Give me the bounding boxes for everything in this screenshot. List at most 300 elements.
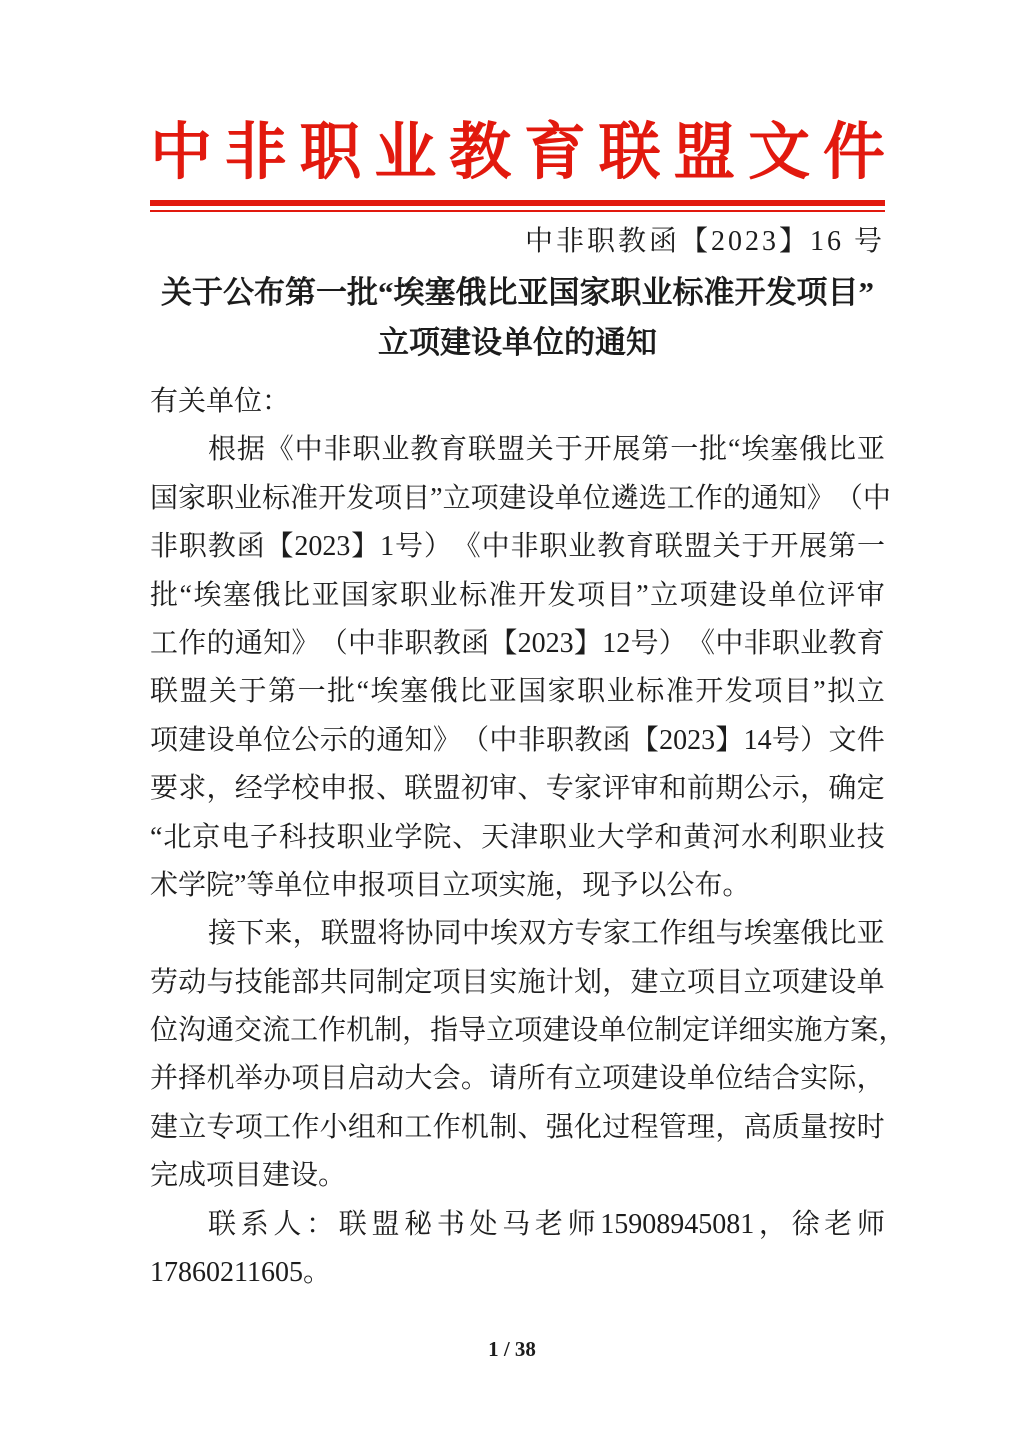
- body-text-token: 请: [489, 1063, 518, 1095]
- body-text-token: 发: [346, 482, 375, 514]
- body-text-token: 同: [433, 918, 462, 950]
- body-text-token: ，: [292, 918, 321, 950]
- body-text-token: 职: [545, 724, 574, 756]
- body-text-token: 位: [263, 724, 292, 756]
- body-line: [150, 426, 885, 474]
- body-text-token: 职: [336, 821, 365, 853]
- body-text-token: 盟: [432, 773, 461, 805]
- body-text-token: 埃: [490, 918, 519, 950]
- body-text-token: ，: [856, 1063, 885, 1095]
- body-text-token: 拟: [827, 676, 856, 708]
- body-text-token: 塞: [400, 676, 429, 708]
- body-text-token: 工: [631, 918, 660, 950]
- body-text-token: 位: [797, 579, 826, 611]
- body-text-token: 第: [641, 434, 670, 466]
- body-text-token: 前: [687, 773, 716, 805]
- body-text-token: 埃: [193, 579, 222, 611]
- body-text-token: 启: [347, 1063, 376, 1095]
- red-separator-thin-line: [150, 210, 885, 212]
- body-text-token: 开: [695, 676, 724, 708]
- body-text-token: 关: [525, 434, 554, 466]
- body-text-token: 施: [794, 1015, 823, 1047]
- body-text-token: 项: [679, 579, 708, 611]
- letterhead-char: 件: [822, 118, 885, 187]
- body-text-token: 选: [638, 482, 667, 514]
- body-text-token: 工: [150, 627, 179, 659]
- body-text-token: 通: [376, 724, 405, 756]
- body-text-token: 比: [282, 579, 311, 611]
- body-text-token: 非: [517, 724, 546, 756]
- body-text-token: 育: [856, 627, 885, 659]
- body-text-token: 关: [712, 531, 741, 563]
- body-text-token: ，: [402, 1015, 431, 1047]
- body-text-token: 际: [828, 1063, 857, 1095]
- body-text-token: 展: [799, 531, 828, 563]
- body-text-token: 要: [150, 773, 179, 805]
- body-text-token: 作: [318, 1015, 347, 1047]
- body-text-token: 施: [517, 966, 546, 998]
- body-line: [150, 572, 885, 620]
- body-text-token: 、: [517, 773, 546, 805]
- body-text-token: 业: [800, 627, 829, 659]
- body-text-token: 于: [741, 531, 770, 563]
- body-text-token: 实: [800, 1063, 829, 1095]
- body-text-token: 单: [554, 482, 583, 514]
- body-line: [150, 814, 885, 862]
- body-text-token: 定: [404, 966, 433, 998]
- body-text-token: 设: [206, 724, 235, 756]
- body-text-token: 书: [436, 1208, 465, 1240]
- body-text-token: 制: [654, 1015, 683, 1047]
- body-text-token: 职: [404, 627, 433, 659]
- body-text-token: 项: [514, 1015, 543, 1047]
- body-text-token: 单: [856, 966, 885, 998]
- body-text-token: 将: [377, 918, 406, 950]
- body-text-token: 的: [347, 724, 376, 756]
- body-text-token: 《: [687, 627, 716, 659]
- body-text-token: 建: [709, 579, 738, 611]
- body-line: [150, 620, 885, 668]
- body-text-token: 位: [626, 1015, 655, 1047]
- body-text-token: 非: [323, 434, 352, 466]
- body-text-token: 非: [510, 531, 539, 563]
- body-text-token: 俄: [252, 579, 281, 611]
- body-text-token: 盟: [683, 531, 712, 563]
- body-text-token: 亚: [856, 918, 885, 950]
- body-text-token: 教: [410, 434, 439, 466]
- letterhead-char: 盟: [673, 118, 736, 187]
- body-text-token: 处: [469, 1208, 498, 1240]
- document-number: 中非职教函【2023】16 号: [524, 226, 885, 257]
- body-text-token: 公: [291, 724, 320, 756]
- body-text-token: 中: [715, 627, 744, 659]
- body-text-token: 关: [209, 676, 238, 708]
- body-line: [150, 1104, 885, 1152]
- body-line: 有关单位：: [150, 386, 291, 417]
- body-text-token: 接: [208, 918, 237, 950]
- body-text-token: 定: [682, 1015, 711, 1047]
- body-text-token: 指: [430, 1015, 459, 1047]
- body-text-token: 通: [750, 482, 779, 514]
- body-text-token: 标: [459, 579, 488, 611]
- body-text-token: 业: [606, 676, 635, 708]
- body-text-token: 家: [602, 918, 631, 950]
- body-text-token: 教: [207, 531, 236, 563]
- body-text-token: 天: [481, 821, 510, 853]
- body-text-token: 亚: [311, 579, 340, 611]
- body-text-token: 机: [206, 1063, 235, 1095]
- body-text-token: 利: [770, 821, 799, 853]
- body-text-token: 人: [273, 1208, 302, 1240]
- document-body: [150, 378, 907, 1297]
- body-text-token: 示: [319, 724, 348, 756]
- document-title-line-1: 关于公布第一批“埃塞俄比亚国家职业标准开发项目”: [161, 275, 874, 310]
- body-text-token: 沟: [178, 1015, 207, 1047]
- body-text-token: 并: [150, 1063, 179, 1095]
- body-text-token: 联: [404, 773, 433, 805]
- body-text-token: 项: [687, 966, 716, 998]
- body-text-token: ）: [423, 531, 452, 563]
- body-text-token: 立: [178, 1111, 207, 1143]
- body-text-token: 作: [694, 482, 723, 514]
- body-text-token: 1: [380, 531, 395, 563]
- body-text-token: 俄: [429, 676, 458, 708]
- body-text-token: 单: [234, 724, 263, 756]
- body-text-token: 准: [290, 482, 319, 514]
- body-text-token: 开: [318, 482, 347, 514]
- body-text-token: 教: [574, 724, 603, 756]
- body-text-token: 高: [743, 1111, 772, 1143]
- body-text-token: 项: [771, 966, 800, 998]
- body-text-token: 【: [489, 627, 518, 659]
- body-text-token: 双: [518, 918, 547, 950]
- body-text-token: 目: [606, 579, 635, 611]
- body-text-token: 设: [828, 966, 857, 998]
- body-text-token: 的: [722, 482, 751, 514]
- body-text-token: 位: [150, 1015, 179, 1047]
- body-line: [150, 475, 891, 523]
- body-text-token: 函: [602, 724, 631, 756]
- body-text-token: 老: [534, 1208, 563, 1240]
- body-text-token: 项: [432, 966, 461, 998]
- body-text-token: 。: [460, 1063, 489, 1095]
- body-text-token: 、: [517, 1111, 546, 1143]
- body-text-token: 实: [766, 1015, 795, 1047]
- body-line: [150, 717, 885, 765]
- body-text-token: 劳: [150, 966, 179, 998]
- body-text-token: 学: [263, 773, 292, 805]
- body-text-token: 校: [291, 773, 320, 805]
- body-text-token: （: [834, 482, 863, 514]
- body-text-token: 组: [687, 918, 716, 950]
- body-text-token: 技: [234, 966, 263, 998]
- body-text-token: 联: [468, 434, 497, 466]
- body-text-token: 塞: [770, 434, 799, 466]
- body-text-token: 号: [394, 531, 423, 563]
- body-text-token: 秘: [404, 1208, 433, 1240]
- body-text-token: 建: [150, 1111, 179, 1143]
- body-text-token: 非: [376, 627, 405, 659]
- body-text-token: 准: [488, 579, 517, 611]
- body-text-token: 于: [554, 434, 583, 466]
- body-text-token: 、: [452, 821, 481, 853]
- body-text-token: 合: [771, 1063, 800, 1095]
- body-text-token: 非: [150, 531, 179, 563]
- body-text-token: 联: [654, 531, 683, 563]
- body-text-token: ）: [658, 627, 687, 659]
- body-text-token: 】: [715, 724, 744, 756]
- body-text-token: ，: [758, 1208, 787, 1240]
- body-text-token: 业: [365, 821, 394, 853]
- body-text-token: 开: [518, 579, 547, 611]
- body-text-token: （: [461, 724, 490, 756]
- body-text-token: 工: [404, 1111, 433, 1143]
- body-text-token: 项: [234, 1111, 263, 1143]
- body-text-token: 设: [570, 1015, 599, 1047]
- document-content: [150, 0, 907, 1297]
- body-text-token: 建: [800, 966, 829, 998]
- body-text-token: 立: [743, 966, 772, 998]
- body-text-token: ，: [602, 966, 631, 998]
- body-text-token: 目: [715, 966, 744, 998]
- body-text-token: 遴: [610, 482, 639, 514]
- body-text-token: 作: [178, 627, 207, 659]
- letterhead-char: 职: [299, 118, 362, 187]
- body-text-token: 结: [743, 1063, 772, 1095]
- body-text-token: 工: [666, 482, 695, 514]
- body-text-token: 立: [658, 966, 687, 998]
- body-text-token: 单: [768, 579, 797, 611]
- body-text-token: 项: [754, 676, 783, 708]
- letterhead-char: 业: [374, 118, 437, 187]
- body-text-token: 埃: [743, 918, 772, 950]
- body-text-token: 设: [658, 1063, 687, 1095]
- body-text-token: 联: [320, 918, 349, 950]
- body-text-token: 中: [347, 627, 376, 659]
- body-text-token: 能: [263, 966, 292, 998]
- body-text-token: 函: [236, 531, 265, 563]
- body-text-token: 技: [307, 821, 336, 853]
- body-text-token: 立: [486, 1015, 515, 1047]
- body-text-token: 盟: [349, 918, 378, 950]
- body-text-token: ”: [636, 579, 649, 611]
- body-text-token: 盟: [179, 676, 208, 708]
- body-text-token: 师: [856, 1208, 885, 1240]
- body-text-token: 小: [319, 1111, 348, 1143]
- body-text-token: 项: [577, 579, 606, 611]
- body-text-token: 流: [262, 1015, 291, 1047]
- body-text-token: 】: [351, 531, 380, 563]
- body-text-token: 部: [291, 966, 320, 998]
- body-text-token: 职: [577, 676, 606, 708]
- body-text-token: 京: [192, 821, 221, 853]
- body-text-token: 单: [687, 1063, 716, 1095]
- body-text-token: 》: [806, 482, 835, 514]
- body-text-token: 知: [404, 724, 433, 756]
- body-text-token: 联: [150, 676, 179, 708]
- body-text-token: 家: [178, 482, 207, 514]
- body-text-token: 动: [376, 1063, 405, 1095]
- body-text-token: 技: [856, 821, 885, 853]
- body-text-token: 确: [828, 773, 857, 805]
- body-text-token: 期: [715, 773, 744, 805]
- body-text-token: 批: [150, 579, 179, 611]
- body-text-token: 过: [602, 1111, 631, 1143]
- body-text-token: 化: [573, 1111, 602, 1143]
- body-text-token: 一: [856, 531, 885, 563]
- body-text-token: 和: [376, 1111, 405, 1143]
- body-text-token: 塞: [772, 918, 801, 950]
- body-text-token: 职: [178, 531, 207, 563]
- body-line: [150, 1055, 885, 1103]
- body-text-token: 制: [374, 1015, 403, 1047]
- body-text-token: 亚: [488, 676, 517, 708]
- body-text-token: 详: [710, 1015, 739, 1047]
- body-text-token: 所: [517, 1063, 546, 1095]
- body-text-token: “: [179, 579, 192, 611]
- body-text-token: 中: [489, 724, 518, 756]
- letterhead-char: 育: [523, 118, 586, 187]
- body-line: [150, 668, 885, 716]
- body-text-token: 职: [539, 531, 568, 563]
- body-text-token: 知: [263, 627, 292, 659]
- body-text-token: 时: [856, 1111, 885, 1143]
- body-text-token: 专: [206, 1111, 235, 1143]
- body-line: [150, 1007, 907, 1055]
- letterhead-char: 文: [748, 118, 811, 187]
- body-text-token: 【: [630, 724, 659, 756]
- body-text-token: 目: [460, 966, 489, 998]
- body-text-token: 15908945081: [600, 1208, 755, 1240]
- body-text-token: “: [728, 434, 741, 466]
- body-text-token: 师: [567, 1208, 596, 1240]
- body-text-token: 择: [178, 1063, 207, 1095]
- body-text-token: 职: [771, 627, 800, 659]
- body-text-token: 据: [236, 434, 265, 466]
- body-text-token: 经: [234, 773, 263, 805]
- body-text-token: 单: [598, 1015, 627, 1047]
- body-text-token: （: [319, 627, 348, 659]
- body-text-token: 交: [234, 1015, 263, 1047]
- body-text-token: 量: [800, 1111, 829, 1143]
- body-text-token: 协: [405, 918, 434, 950]
- body-text-token: 设: [526, 482, 555, 514]
- body-text-token: ，: [715, 1111, 744, 1143]
- document-title: [150, 268, 885, 368]
- body-text-token: 导: [458, 1015, 487, 1047]
- body-text-token: 初: [460, 773, 489, 805]
- body-text-token: 机: [460, 1111, 489, 1143]
- body-text-token: 盟: [371, 1208, 400, 1240]
- body-text-token: 批: [327, 676, 356, 708]
- body-text-token: 方: [822, 1015, 851, 1047]
- body-text-token: 理: [687, 1111, 716, 1143]
- body-text-token: 通: [206, 1015, 235, 1047]
- body-text-token: 职: [798, 821, 827, 853]
- body-text-token: 于: [238, 676, 267, 708]
- body-text-token: 项: [291, 1063, 320, 1095]
- body-line: [150, 523, 885, 571]
- body-text-token: 职: [352, 434, 381, 466]
- body-text-token: 教: [597, 531, 626, 563]
- body-text-token: 业: [429, 579, 458, 611]
- body-text-token: 和: [654, 821, 683, 853]
- body-text-token: 建: [630, 966, 659, 998]
- body-text-token: 与: [206, 966, 235, 998]
- body-text-token: 徐: [791, 1208, 820, 1240]
- body-text-token: 塞: [222, 579, 251, 611]
- body-text-token: 北: [163, 821, 192, 853]
- body-text-token: 职: [400, 579, 429, 611]
- body-text-token: 老: [824, 1208, 853, 1240]
- body-text-token: 2023: [517, 627, 574, 659]
- body-text-token: 、: [376, 773, 405, 805]
- body-text-token: 管: [658, 1111, 687, 1143]
- red-separator: [150, 200, 885, 212]
- body-line: 术学院”等单位申报项目立项实施，现予以公布。: [150, 869, 751, 901]
- body-text-token: 第: [828, 531, 857, 563]
- body-text-token: 职: [538, 821, 567, 853]
- body-text-token: 工: [263, 1111, 292, 1143]
- body-text-token: 目: [319, 1063, 348, 1095]
- body-text-token: 示: [771, 773, 800, 805]
- body-text-token: 中: [481, 531, 510, 563]
- letterhead-char: 联: [598, 118, 661, 187]
- body-text-token: 联: [208, 1208, 237, 1240]
- body-text-token: 立: [442, 482, 471, 514]
- body-text-token: 目: [402, 482, 431, 514]
- body-line: [150, 959, 885, 1007]
- body-text-token: 建: [630, 1063, 659, 1095]
- body-text-token: 建: [498, 482, 527, 514]
- body-text-token: 文: [828, 724, 857, 756]
- body-text-token: 来: [264, 918, 293, 950]
- body-text-token: 建: [542, 1015, 571, 1047]
- body-text-token: 标: [262, 482, 291, 514]
- body-text-token: ，: [206, 773, 235, 805]
- body-text-token: 实: [489, 966, 518, 998]
- body-text-token: 立: [856, 676, 885, 708]
- body-text-token: 教: [828, 627, 857, 659]
- body-text-token: 子: [249, 821, 278, 853]
- body-text-token: 业: [567, 821, 596, 853]
- body-text-token: 和: [658, 773, 687, 805]
- body-text-token: 业: [568, 531, 597, 563]
- body-text-token: 标: [636, 676, 665, 708]
- page-number: 1 / 38: [488, 1337, 536, 1361]
- body-text-token: ”: [430, 482, 443, 514]
- body-text-token: 建: [178, 724, 207, 756]
- body-text-token: 工: [290, 1015, 319, 1047]
- body-text-token: 国: [518, 676, 547, 708]
- body-text-token: 求: [178, 773, 207, 805]
- body-text-token: 位: [582, 482, 611, 514]
- body-text-token: 12: [602, 627, 631, 659]
- body-text-token: 育: [625, 531, 654, 563]
- body-text-token: 项: [602, 1063, 631, 1095]
- body-text-token: 一: [297, 676, 326, 708]
- body-text-token: 强: [545, 1111, 574, 1143]
- body-text-token: 目: [783, 676, 812, 708]
- letterhead-char: 非: [224, 118, 287, 187]
- body-text-token: 计: [545, 966, 574, 998]
- body-line: [150, 910, 885, 958]
- body-text-token: 同: [347, 966, 376, 998]
- body-text-token: 】: [573, 627, 602, 659]
- body-text-token: 机: [346, 1015, 375, 1047]
- body-text-token: 批: [699, 434, 728, 466]
- body-text-token: 开: [583, 434, 612, 466]
